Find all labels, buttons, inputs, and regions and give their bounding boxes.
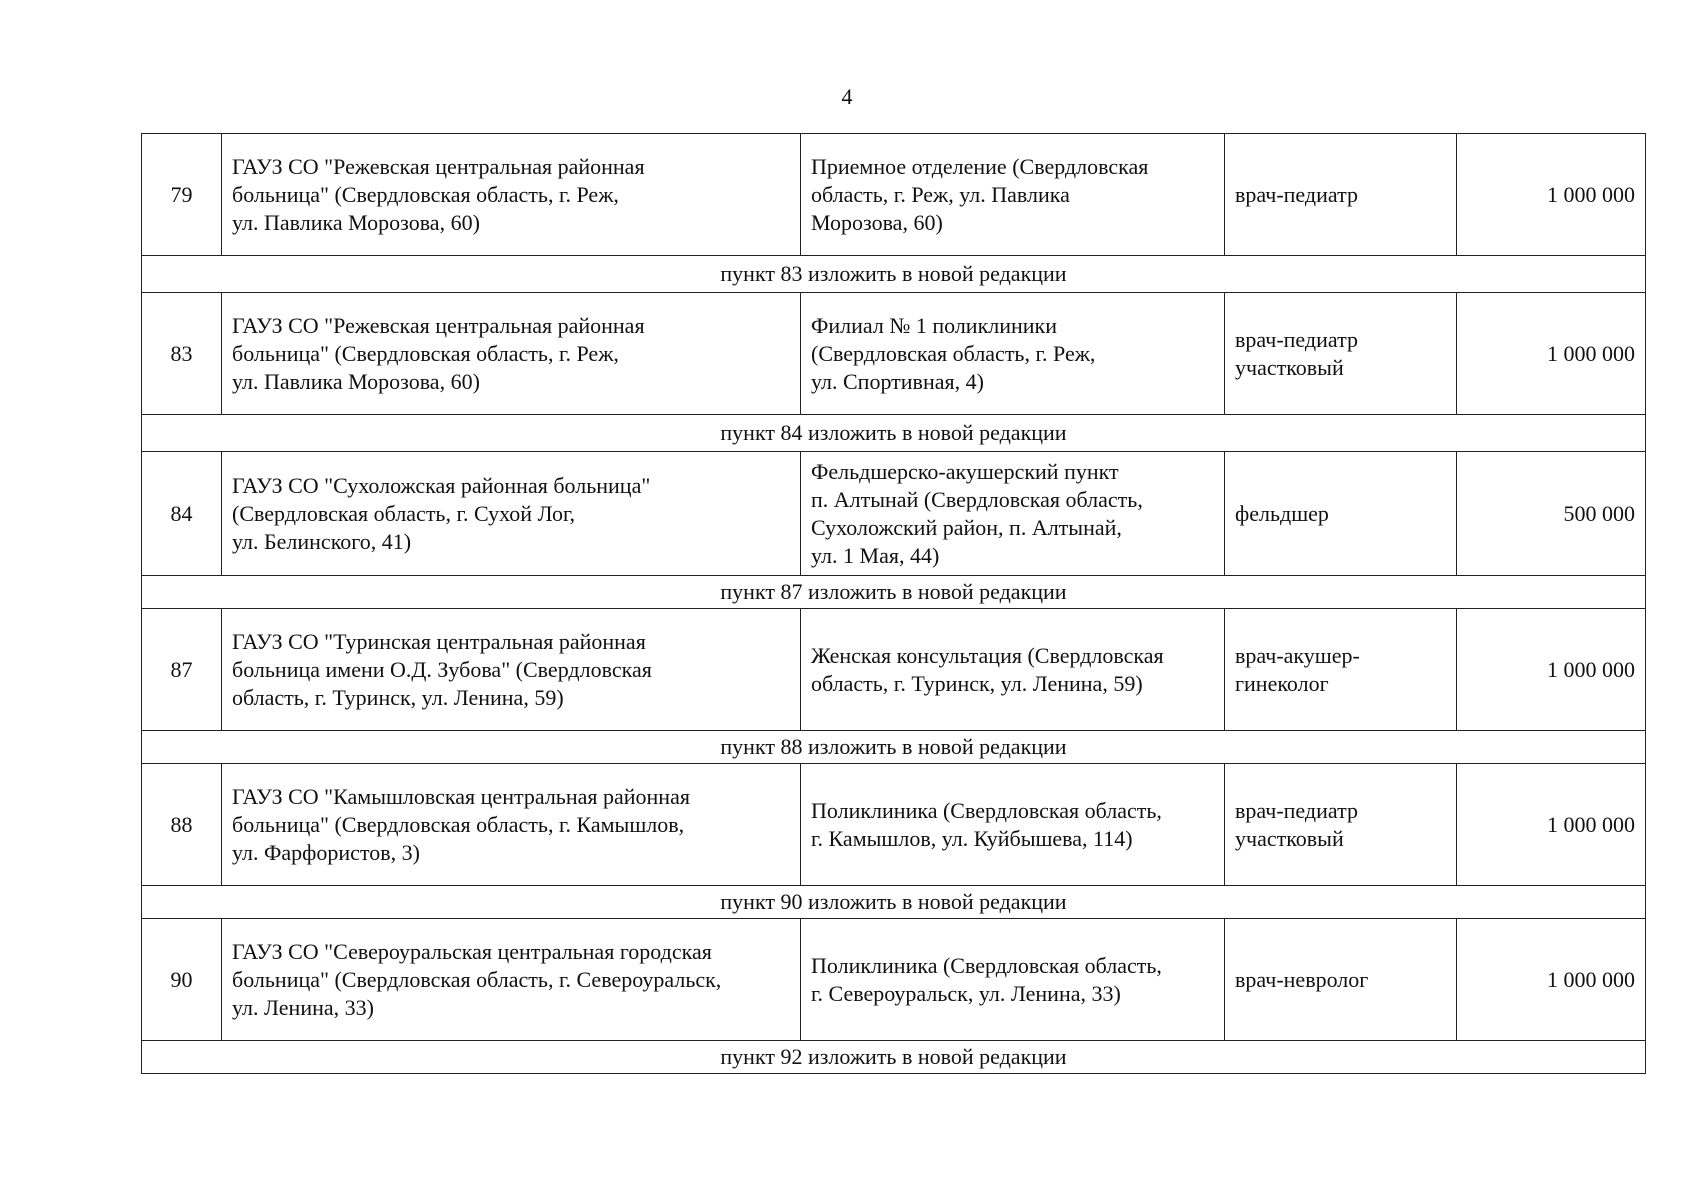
section-heading: пункт 87 изложить в новой редакции <box>142 576 1646 609</box>
organization-cell-line: больница" (Свердловская область, г. Камышлов, <box>232 811 685 837</box>
row-number: 87 <box>142 609 222 731</box>
position-cell <box>1225 609 1457 731</box>
amount-cell: 500 000 <box>1457 452 1646 576</box>
organization-cell <box>222 134 801 256</box>
position-cell-line: врач-невролог <box>1235 966 1369 992</box>
unit-cell-line: область, г. Реж, ул. Павлика <box>811 181 1070 207</box>
organization-cell <box>222 452 801 576</box>
section-heading: пункт 92 изложить в новой редакции <box>142 1041 1646 1074</box>
organization-cell-line: ул. Белинского, 41) <box>232 528 412 554</box>
organization-cell-line: ГАУЗ СО "Североуральская центральная городская <box>232 938 712 964</box>
organization-cell <box>222 919 801 1041</box>
page-number: 4 <box>841 84 853 109</box>
organization-cell-line: область, г. Туринск, ул. Ленина, 59) <box>232 684 564 710</box>
unit-cell <box>801 919 1225 1041</box>
organization-cell <box>222 764 801 886</box>
section-heading: пункт 88 изложить в новой редакции <box>142 731 1646 764</box>
row-number: 83 <box>142 293 222 415</box>
unit-cell <box>801 764 1225 886</box>
table-row <box>142 764 1646 886</box>
position-cell-line: гинеколог <box>1235 670 1329 696</box>
table-row <box>142 609 1646 731</box>
unit-cell-line: ул. 1 Мая, 44) <box>811 542 940 568</box>
document-table <box>141 133 1646 1074</box>
position-cell-line: врач-педиатр <box>1235 797 1358 823</box>
section-row <box>142 1041 1646 1074</box>
organization-cell-line: больница имени О.Д. Зубова" (Свердловская <box>232 656 652 682</box>
organization-cell-line: больница" (Свердловская область, г. Реж, <box>232 340 619 366</box>
position-cell-line: врач-акушер- <box>1235 642 1360 668</box>
organization-cell-line: ГАУЗ СО "Сухоложская районная больница" <box>232 472 651 498</box>
organization-cell-line: ул. Ленина, 33) <box>232 994 374 1020</box>
row-number: 90 <box>142 919 222 1041</box>
organization-cell-line: больница" (Свердловская область, г. Североуральск, <box>232 966 722 992</box>
position-cell <box>1225 134 1457 256</box>
unit-cell <box>801 609 1225 731</box>
section-row <box>142 576 1646 609</box>
organization-cell-line: ул. Павлика Морозова, 60) <box>232 368 480 394</box>
section-row <box>142 886 1646 919</box>
amount-cell: 1 000 000 <box>1457 293 1646 415</box>
organization-cell <box>222 293 801 415</box>
organization-cell-line: (Свердловская область, г. Сухой Лог, <box>232 500 575 526</box>
unit-cell-line: Сухоложский район, п. Алтынай, <box>811 514 1122 540</box>
organization-cell-line: ГАУЗ СО "Камышловская центральная районная <box>232 783 690 809</box>
position-cell-line: участковый <box>1235 354 1344 380</box>
section-row <box>142 731 1646 764</box>
table-body <box>142 134 1646 1074</box>
amount-cell: 1 000 000 <box>1457 609 1646 731</box>
organization-cell-line: больница" (Свердловская область, г. Реж, <box>232 181 619 207</box>
section-heading: пункт 90 изложить в новой редакции <box>142 886 1646 919</box>
table-row <box>142 452 1646 576</box>
unit-cell-line: ул. Спортивная, 4) <box>811 368 984 394</box>
unit-cell-line: Приемное отделение (Свердловская <box>811 153 1149 179</box>
position-cell-line: фельдшер <box>1235 500 1329 526</box>
row-number: 88 <box>142 764 222 886</box>
position-cell <box>1225 452 1457 576</box>
position-cell <box>1225 764 1457 886</box>
row-number: 84 <box>142 452 222 576</box>
unit-cell-line: Женская консультация (Свердловская <box>811 642 1164 668</box>
unit-cell-line: Поликлиника (Свердловская область, <box>811 952 1162 978</box>
organization-cell-line: ГАУЗ СО "Туринская центральная районная <box>232 628 646 654</box>
unit-cell <box>801 293 1225 415</box>
position-cell-line: врач-педиатр <box>1235 326 1358 352</box>
organization-cell-line: ул. Павлика Морозова, 60) <box>232 209 480 235</box>
table-row <box>142 919 1646 1041</box>
unit-cell-line: Филиал № 1 поликлиники <box>811 312 1058 338</box>
organization-cell-line: ГАУЗ СО "Режевская центральная районная <box>232 153 645 179</box>
amount-cell: 1 000 000 <box>1457 134 1646 256</box>
unit-cell-line: Фельдшерско-акушерский пункт <box>811 458 1119 484</box>
amount-cell: 1 000 000 <box>1457 919 1646 1041</box>
amount-cell: 1 000 000 <box>1457 764 1646 886</box>
position-cell <box>1225 293 1457 415</box>
position-cell-line: врач-педиатр <box>1235 181 1358 207</box>
unit-cell <box>801 452 1225 576</box>
position-cell <box>1225 919 1457 1041</box>
unit-cell-line: г. Камышлов, ул. Куйбышева, 114) <box>811 825 1133 851</box>
unit-cell-line: (Свердловская область, г. Реж, <box>811 340 1096 366</box>
table-row <box>142 134 1646 256</box>
position-cell-line: участковый <box>1235 825 1344 851</box>
section-heading: пункт 83 изложить в новой редакции <box>142 256 1646 293</box>
table-row <box>142 293 1646 415</box>
section-heading: пункт 84 изложить в новой редакции <box>142 415 1646 452</box>
organization-cell-line: ГАУЗ СО "Режевская центральная районная <box>232 312 645 338</box>
organization-cell-line: ул. Фарфористов, 3) <box>232 839 420 865</box>
row-number: 79 <box>142 134 222 256</box>
unit-cell-line: Морозова, 60) <box>811 209 943 235</box>
unit-cell-line: п. Алтынай (Свердловская область, <box>811 486 1143 512</box>
unit-cell <box>801 134 1225 256</box>
section-row <box>142 415 1646 452</box>
unit-cell-line: область, г. Туринск, ул. Ленина, 59) <box>811 670 1143 696</box>
organization-cell <box>222 609 801 731</box>
unit-cell-line: Поликлиника (Свердловская область, <box>811 797 1162 823</box>
unit-cell-line: г. Североуральск, ул. Ленина, 33) <box>811 980 1121 1006</box>
section-row <box>142 256 1646 293</box>
